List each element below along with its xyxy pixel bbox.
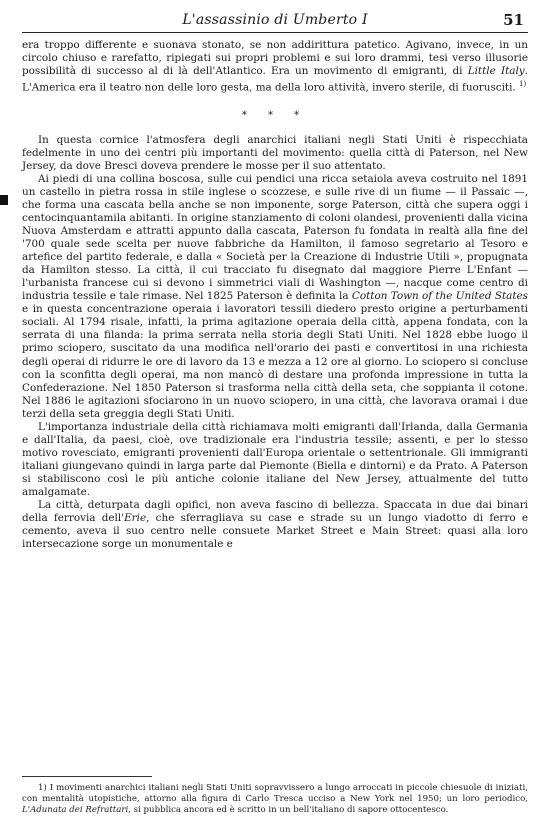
italic-text: Cotton Town of the United States	[351, 290, 528, 303]
text-run: e in questa concentrazione operaia i lavoratori tessili diedero presto origine a perturbamenti sociali. Al 1794 risale, infatti, la prima agitazione operaia della città, appena fondata, con la serrata di una filanda: la prima serrata nella storia degli Stati Uniti. Nel 1828 ebbe luogo il primo sciopero, suscitato da una modifica nell'orario dei pasti e convertitosi in una richiesta degli operai di ridurre le ore di lavoro da 13 e mezza a 12 ore al giorno. Lo sciopero si concluse con la sconfitta degli operai, ma non mancò di destare una profonda impressione in tutta la Confederazione. Nel 1850 Paterson si trasforma nella città della seta, che soppianta il cotone. Nel 1886 le agitazioni sfociarono in un nuovo sciopero, in una città, che lavorava oramai i due terzi della seta greggia degli Stati Uniti.	[22, 303, 528, 420]
text-run: L'importanza industriale della città richiamava molti emigranti dall'Irlanda, dalla Germania e dall'Italia, da paesi, cioè, ove tradizionale era l'industria tessile; assenti, e per lo stesso motivo rovesciato, emigranti provenienti dall'Europa orientale o settentrionale. Gli immigranti italiani giungevano quindi in larga parte dal Piemonte (Biella e dintorni) e da Prato. A Paterson si stabiliscono così le più antiche colonie italiane del New Jersey, attualmente del tutto amalgamate.	[22, 420, 528, 498]
running-title: L'assassinio di Umberto I	[182, 12, 368, 28]
text-run: 1) I movimenti anarchici italiani negli Stati Uniti sopravvissero a lungo arroccati in piccole chiesuole di iniziati, con mentalità utopistiche, attorno alla figura di Carlo Tresca ucciso a New York nel 1950; un loro periodico,	[22, 783, 528, 804]
page-header	[22, 10, 528, 33]
paragraph	[22, 134, 528, 173]
footnote	[22, 783, 528, 816]
paragraph	[22, 39, 528, 95]
text-run: . L'America era il teatro non delle loro gesta, ma della loro attività, invero sterile, di fuorusciti.	[22, 65, 528, 94]
footnotes	[22, 783, 528, 816]
body-text	[22, 39, 528, 551]
paragraph	[22, 499, 528, 551]
margin-mark	[0, 195, 8, 205]
text-run: La città, deturpata dagli opifici, non aveva fascino di bellezza. Spaccata in due dai binari della ferrovia dell'	[22, 499, 528, 525]
text-run: , si pubblica ancora ed è scritto in un bell'italiano di sapore ottocentesco.	[128, 805, 449, 815]
text-run: Ai piedi di una collina boscosa, sulle cui pendici una ricca setaiola aveva costruito nel 1891 un castello in pietra rossa in stile inglese o scozzese, e sulle rive di un fiume — il Passaic —, che forma una cascata bella anche se non imponente, sorge Paterson, città che supera oggi i centocinquantamila abitanti. In origine stanziamento di coloni olandesi, provenienti dalla vicina Nuova Amsterdam e attratti appunto dalla cascata, Paterson fu fondata in realtà alla fine del '700 quale sede scelta per nuove fabbriche da Hamilton, il famoso segretario al Tesoro e artefice del partito federale, e dalla « Società per la Creazione di Industrie Utili », propugnata da Hamilton stesso. La città, il cui tracciato fu disegnato dal maggiore Pierre L'Enfant — l'urbanista francese cui si devono i simmetrici viali di Washington —, nacque come centro di industria tessile e tale rimase. Nel 1825 Paterson è definita la	[22, 172, 528, 303]
page-number: 51	[503, 11, 524, 29]
text-run: In questa cornice l'atmosfera degli anarchici italiani negli Stati Uniti è rispecchiata fedelmente in uno dei centri più importanti del movimento: quella città di Paterson, nel New Jersey, da dove Bresci doveva prendere le mosse per il suo attentato.	[22, 133, 528, 172]
text-run: era troppo differente e suonava stonato, se non addirittura patetico. Agivano, invece, in un circolo chiuso e rarefatto, ripiegati sui propri problemi e sui loro drammi, tesi verso illusorie possibilità di successo al di là dell'Atlantico. Era un movimento di emigranti, di	[22, 39, 528, 78]
text-run: , che sferragliava su case e strade su un lungo viadotto di ferro e cemento, aveva il suo centro nelle consuete Market Street e Main Street: quasi alla loro intersecazione sorge un monumentale e	[22, 512, 529, 551]
footnote-rule	[22, 776, 152, 777]
italic-text: L'Adunata dei Refrattari	[22, 805, 129, 815]
italic-text: Little Italy	[467, 65, 525, 78]
paragraph	[22, 173, 528, 421]
footnote-ref: 1)	[519, 80, 527, 89]
paragraph	[22, 421, 528, 499]
book-page	[22, 10, 528, 551]
section-separator: * * *	[241, 109, 309, 121]
italic-text: Erie	[124, 512, 147, 525]
